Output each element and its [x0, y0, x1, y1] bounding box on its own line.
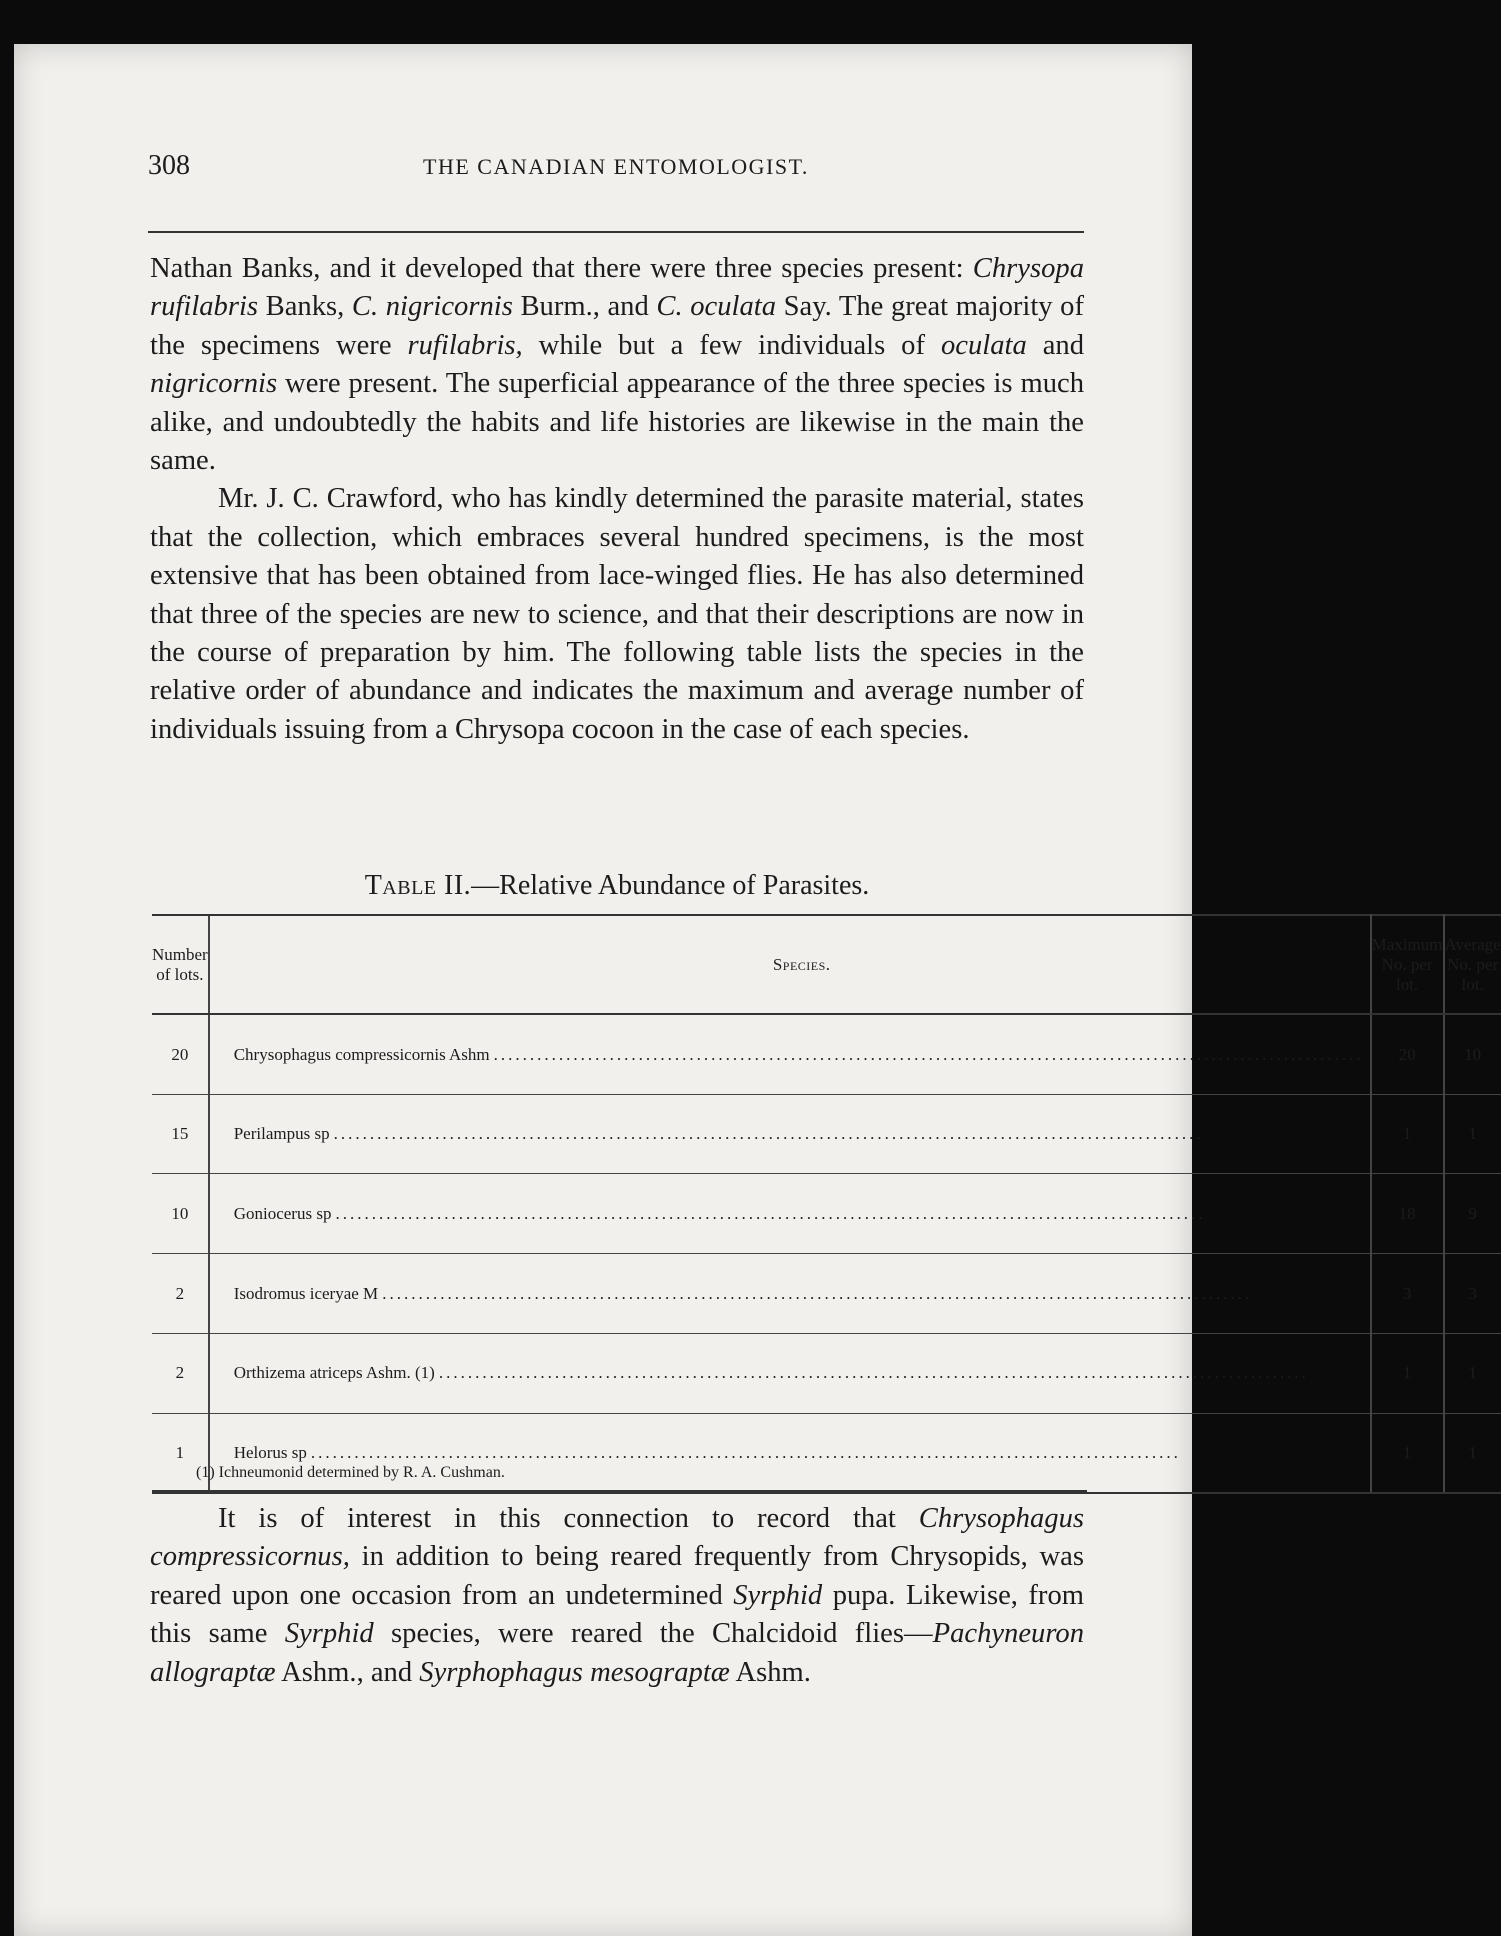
text-run: It is of interest in this connection to record that	[218, 1503, 919, 1534]
species-name: Orthizema atriceps Ashm. (1)	[233, 1363, 435, 1383]
cell-average: 1	[1444, 1333, 1501, 1413]
cell-maximum: 1	[1371, 1413, 1444, 1493]
cell-species	[209, 1174, 1371, 1254]
species-entry	[234, 1045, 1370, 1065]
dot-leader: ........................................................................................................................	[382, 1283, 1253, 1303]
species-entry	[234, 1443, 1370, 1463]
cell-lots: 2	[152, 1333, 209, 1413]
table-row	[152, 1333, 1501, 1413]
col-header-maximum: Maximum No. per lot.	[1371, 915, 1444, 1014]
body-text-bottom	[150, 1500, 1084, 1692]
cell-lots: 15	[152, 1094, 209, 1174]
text-run: pupa. Likewise, from this same	[150, 1579, 1084, 1650]
text-run: Syrphophagus mesograptæ	[419, 1656, 730, 1688]
text-run: while but a few individuals of	[522, 329, 941, 361]
cell-lots: 10	[152, 1174, 209, 1254]
paragraph-3	[150, 1500, 1084, 1692]
journal-title: THE CANADIAN ENTOMOLOGIST.	[423, 154, 809, 179]
species-name: Perilampus sp	[233, 1124, 330, 1144]
footnote-rule	[152, 1490, 1087, 1492]
cell-maximum: 18	[1371, 1174, 1444, 1254]
dot-leader: ........................................................................................................................	[335, 1203, 1206, 1223]
cell-average: 10	[1444, 1014, 1501, 1094]
cell-average: 1	[1444, 1413, 1501, 1493]
header-rule	[148, 231, 1084, 233]
cell-species	[209, 1094, 1371, 1174]
text-run: in addition to being reared frequently from Chrysopids, was reared upon one occasion from an undetermined	[150, 1541, 1084, 1611]
text-run: species, were reared the Chalcidoid flies—	[373, 1618, 933, 1650]
dot-leader: ........................................................................................................................	[333, 1124, 1204, 1144]
text-run: Chrysophagus compressicornus,	[150, 1503, 1084, 1573]
species-name: Helorus sp	[233, 1442, 307, 1462]
cell-species	[209, 1333, 1371, 1413]
text-run: Syrphid	[733, 1579, 823, 1611]
text-run: Pachyneuron allograptæ	[150, 1618, 1084, 1688]
text-run: Banks,	[258, 291, 352, 323]
cell-maximum: 20	[1371, 1014, 1444, 1094]
table-row	[152, 1254, 1501, 1334]
species-name: Goniocerus sp	[233, 1203, 332, 1223]
running-header	[148, 150, 1084, 190]
table-row	[152, 1094, 1501, 1174]
text-run: Nathan Banks, and it developed that there were three species present:	[150, 253, 973, 284]
table-caption	[150, 870, 1084, 902]
text-run: Ashm., and	[275, 1656, 420, 1688]
dot-leader: ........................................................................................................................	[310, 1442, 1181, 1462]
text-run: nigricornis	[150, 368, 278, 400]
species-entry	[234, 1124, 1370, 1144]
text-run: Mr. J. C. Crawford, who has kindly determined the parasite material, states that the collection, which embraces several hundred specimens, is the most extensive that has been obtained from lace-winged flies. He has also determined that three of the species are new to science, and that their descriptions are now in the course of preparation by him. The following table lists the species in the relative order of abundance and indicates the maximum and average number of individuals issuing from a Chrysopa cocoon in the case of each species.	[150, 483, 1084, 745]
col-header-average: Average No. per lot.	[1444, 915, 1501, 1014]
table-header-row	[152, 915, 1501, 1014]
cell-maximum: 3	[1371, 1254, 1444, 1334]
cell-lots: 2	[152, 1254, 209, 1334]
cell-lots: 1	[152, 1413, 209, 1493]
cell-average: 1	[1444, 1094, 1501, 1174]
paragraph-2	[150, 480, 1084, 749]
table-number: Table II.	[364, 870, 472, 901]
body-text-top	[150, 250, 1084, 749]
col-header-lots: Number of lots.	[152, 915, 209, 1014]
text-run: were present. The superficial appearance of the three species is much alike, and undoubtedly the habits and life histories are likewise in the main the same.	[150, 368, 1084, 477]
paragraph-1	[150, 250, 1084, 480]
cell-maximum: 1	[1371, 1333, 1444, 1413]
table-row	[152, 1014, 1501, 1094]
text-run: Syrphid	[284, 1618, 374, 1650]
cell-maximum: 1	[1371, 1094, 1444, 1174]
text-run: C. nigricornis	[351, 291, 513, 323]
cell-average: 3	[1444, 1254, 1501, 1334]
cell-lots: 20	[152, 1014, 209, 1094]
text-run: Burm., and	[512, 291, 657, 323]
text-run: rufilabris,	[407, 329, 523, 361]
parasite-table	[152, 914, 1501, 1494]
text-run: Chrysopa rufilabris	[150, 253, 1084, 323]
text-run: C. oculata	[656, 291, 776, 323]
cell-species	[209, 1014, 1371, 1094]
text-run: Say. The great majority of the specimens were	[150, 291, 1084, 361]
text-run: and	[1026, 329, 1084, 361]
species-name: Isodromus iceryae M	[233, 1283, 379, 1303]
species-entry	[234, 1284, 1370, 1304]
table-title: —Relative Abundance of Parasites.	[471, 870, 870, 901]
species-name: Chrysophagus compressicornis Ashm	[233, 1044, 490, 1064]
cell-species	[209, 1254, 1371, 1334]
dot-leader: ........................................................................................................................	[438, 1363, 1309, 1383]
text-run: Ashm.	[729, 1656, 811, 1688]
table-row	[152, 1174, 1501, 1254]
text-run: oculata	[940, 329, 1027, 361]
species-entry	[234, 1363, 1370, 1383]
table-body	[152, 1014, 1501, 1493]
cell-average: 9	[1444, 1174, 1501, 1254]
table-footnote: (1) Ichneumonid determined by R. A. Cushman.	[196, 1464, 505, 1481]
dot-leader: ........................................................................................................................	[493, 1044, 1364, 1064]
col-header-species: Species.	[209, 915, 1371, 1014]
species-entry	[234, 1204, 1370, 1224]
page-number: 308	[148, 150, 190, 181]
